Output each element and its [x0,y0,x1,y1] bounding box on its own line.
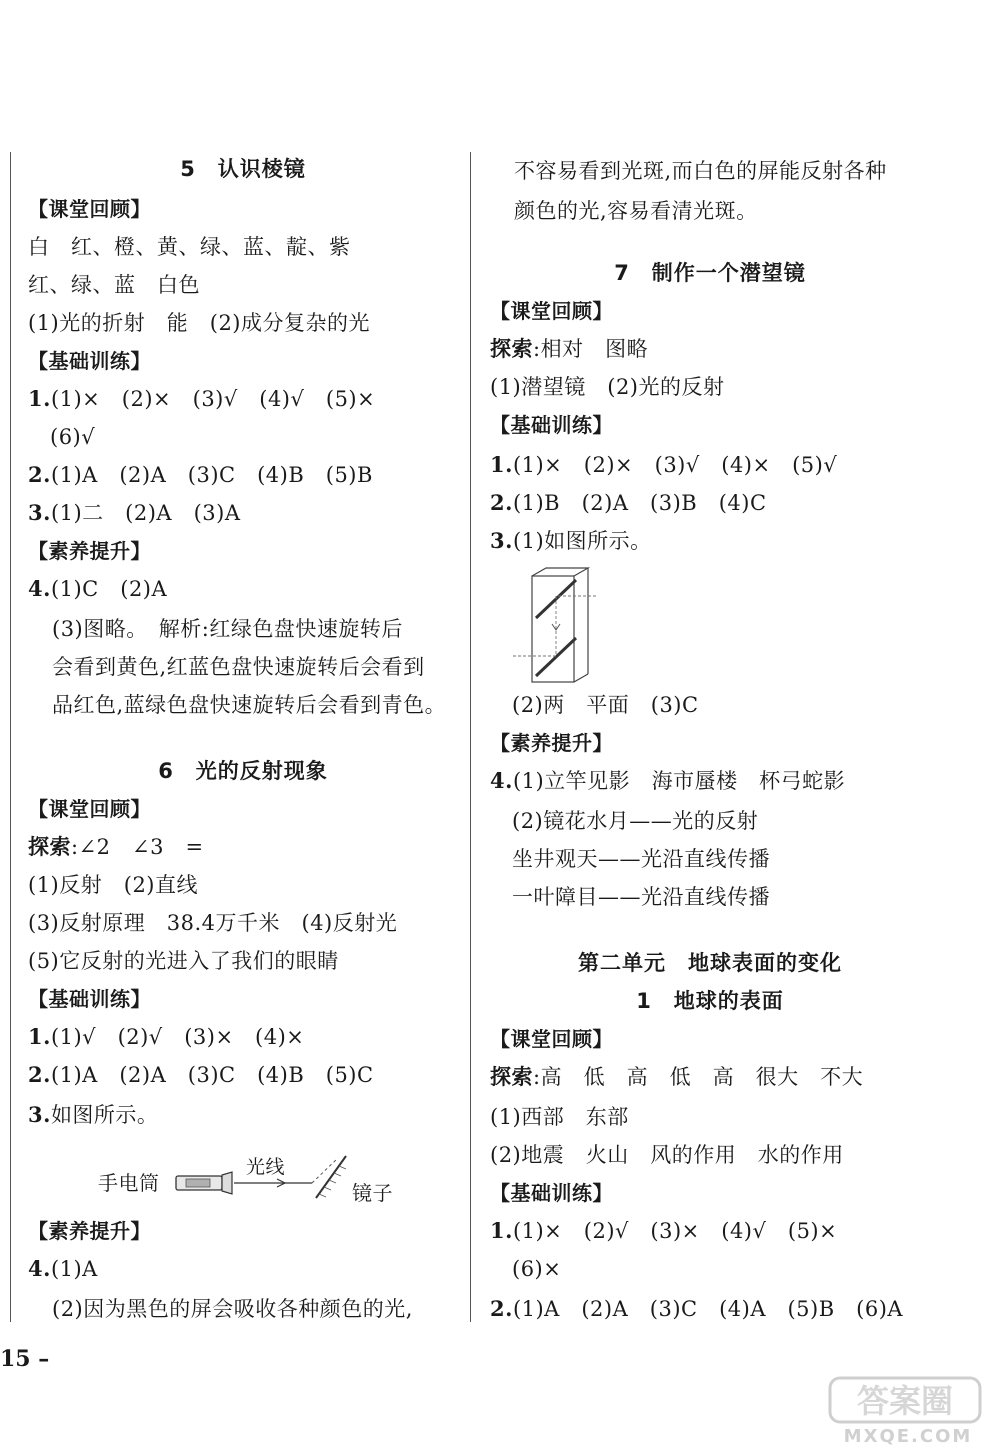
flashlight-head [222,1172,232,1194]
question-3 [490,526,652,556]
question-4 [490,766,845,796]
explore-answer: :相对 图略 [533,337,649,361]
explore-label: 探索 [490,1064,533,1089]
question-answer: (1)B (2)A (3)B (4)C [512,491,767,515]
question-answer: (1)C (2)A [50,577,168,601]
left-margin-rule [10,152,11,1322]
unit-title: 第二单元 地球表面的变化 [578,951,842,975]
heading-basic-training: 【基础训练】 [490,1181,613,1205]
section-title-6: 6 光的反射现象 [158,759,328,783]
question-2 [490,488,767,518]
periscope-bottom-edge [574,674,588,682]
watermark-url-text: MXQE.COM [843,1426,973,1447]
mirror-hatching [319,1166,346,1197]
heading-basic-training: 【基础训练】 [490,413,613,437]
periscope-front [532,576,574,682]
question-4 [28,574,167,604]
explanation-line: (3)图略。 解析:红绿色盘快速旋转后 [52,617,403,641]
question-answer: (1)× (2)× (3)√ (4)√ (5)× [50,387,376,411]
question-number: 1. [490,452,513,477]
question-1 [490,450,837,480]
watermark-logo-graphic [826,1376,996,1448]
section-title-5: 5 认识棱镜 [180,157,306,181]
question-number: 1. [490,1218,513,1243]
question-3 [28,1100,158,1130]
answer-line: (2)两 平面 (3)C [512,693,699,717]
question-answer: (1)A [50,1257,98,1281]
question-number: 3. [28,500,51,525]
label-mirror: 镜子 [352,1181,393,1205]
heading-review: 【课堂回顾】 [490,1027,613,1051]
explore-line [28,832,204,862]
answer-line: (5)它反射的光进入了我们的眼睛 [28,949,339,973]
section-title-1: 1 地球的表面 [636,989,784,1013]
question-2 [490,1294,903,1324]
question-2 [28,1060,374,1090]
explore-answer: :高 低 高 低 高 很大 不大 [533,1065,864,1089]
answer-line: (6)√ [50,425,96,449]
question-answer: (1)√ (2)√ (3)× (4)× [50,1025,305,1049]
page-number: 15 – [0,1346,50,1372]
column-divider [470,152,471,1322]
question-answer: (1)A (2)A (3)C (4)A (5)B (6)A [512,1297,904,1321]
question-number: 2. [490,490,513,515]
answer-line: (2)因为黑色的屏会吸收各种颜色的光, [52,1297,413,1321]
question-2 [28,460,373,490]
answer-line: (1)反射 (2)直线 [28,873,198,897]
flashlight-mirror-figure [94,1150,434,1214]
heading-literacy: 【素养提升】 [28,539,151,563]
answer-line: (1)西部 东部 [490,1105,629,1129]
answer-line: (3)反射原理 38.4万千米 (4)反射光 [28,911,398,935]
question-3 [28,498,241,528]
mirror-icon [316,1156,346,1198]
explore-line [490,334,648,364]
periscope-figure [506,566,606,686]
heading-literacy: 【素养提升】 [490,731,613,755]
question-answer: (1)如图所示。 [512,529,652,553]
watermark-cn-text: 答案圈 [856,1382,954,1420]
question-answer: (1)× (2)× (3)√ (4)× (5)√ [512,453,838,477]
question-number: 1. [28,1024,51,1049]
periscope-diagram [506,566,606,686]
question-number: 4. [28,576,51,601]
question-number: 4. [28,1256,51,1281]
heading-basic-training: 【基础训练】 [28,349,151,373]
question-number: 4. [490,768,513,793]
question-number: 2. [28,1062,51,1087]
answer-line: (6)× [512,1257,562,1281]
question-answer: (1)A (2)A (3)C (4)B (5)B [50,463,373,487]
answer-line: (1)光的折射 能 (2)成分复杂的光 [28,311,370,335]
explore-answer: :∠2 ∠3 = [71,835,204,859]
question-number: 2. [490,1296,513,1321]
answer-line: 坐井观天——光沿直线传播 [512,847,770,871]
label-light: 光线 [246,1156,286,1178]
label-flashlight: 手电筒 [98,1171,160,1195]
explore-line [490,1062,863,1092]
question-4 [28,1254,98,1284]
section-title-7: 7 制作一个潜望镜 [614,261,806,285]
answer-line: 一叶障目——光沿直线传播 [512,885,770,909]
watermark-logo [826,1376,996,1448]
question-1 [28,384,375,414]
heading-review: 【课堂回顾】 [28,797,151,821]
question-answer: (1)× (2)√ (3)× (4)√ (5)× [512,1219,838,1243]
heading-basic-training: 【基础训练】 [28,987,151,1011]
answer-line: (1)潜望镜 (2)光的反射 [490,375,725,399]
question-number: 1. [28,386,51,411]
question-answer: (1)立竿见影 海市蜃楼 杯弓蛇影 [512,769,846,793]
periscope-top [532,568,588,576]
explore-label: 探索 [28,834,71,859]
question-number: 3. [490,528,513,553]
answer-line: 红、绿、蓝 白色 [28,273,200,297]
question-answer: 如图所示。 [50,1103,159,1127]
answer-line: (2)镜花水月——光的反射 [512,809,759,833]
heading-review: 【课堂回顾】 [28,197,151,221]
light-ray-reflected [312,1158,338,1183]
question-answer: (1)A (2)A (3)C (4)B (5)C [50,1063,374,1087]
answer-line: (2)地震 火山 风的作用 水的作用 [490,1143,844,1167]
continued-line: 不容易看到光斑,而白色的屏能反射各种 [514,159,887,183]
heading-literacy: 【素养提升】 [28,1219,151,1243]
continued-line: 颜色的光,容易看清光斑。 [514,199,758,223]
question-number: 3. [28,1102,51,1127]
question-1 [490,1216,837,1246]
flashlight-grip [186,1179,210,1187]
explanation-line: 会看到黄色,红蓝色盘快速旋转后会看到 [52,655,425,679]
answer-line: 白 红、橙、黄、绿、蓝、靛、紫 [28,235,351,259]
explanation-line: 品红色,蓝绿色盘快速旋转后会看到青色。 [52,693,447,717]
question-answer: (1)二 (2)A (3)A [50,501,241,525]
question-number: 2. [28,462,51,487]
question-1 [28,1022,304,1052]
heading-review: 【课堂回顾】 [490,299,613,323]
explore-label: 探索 [490,336,533,361]
